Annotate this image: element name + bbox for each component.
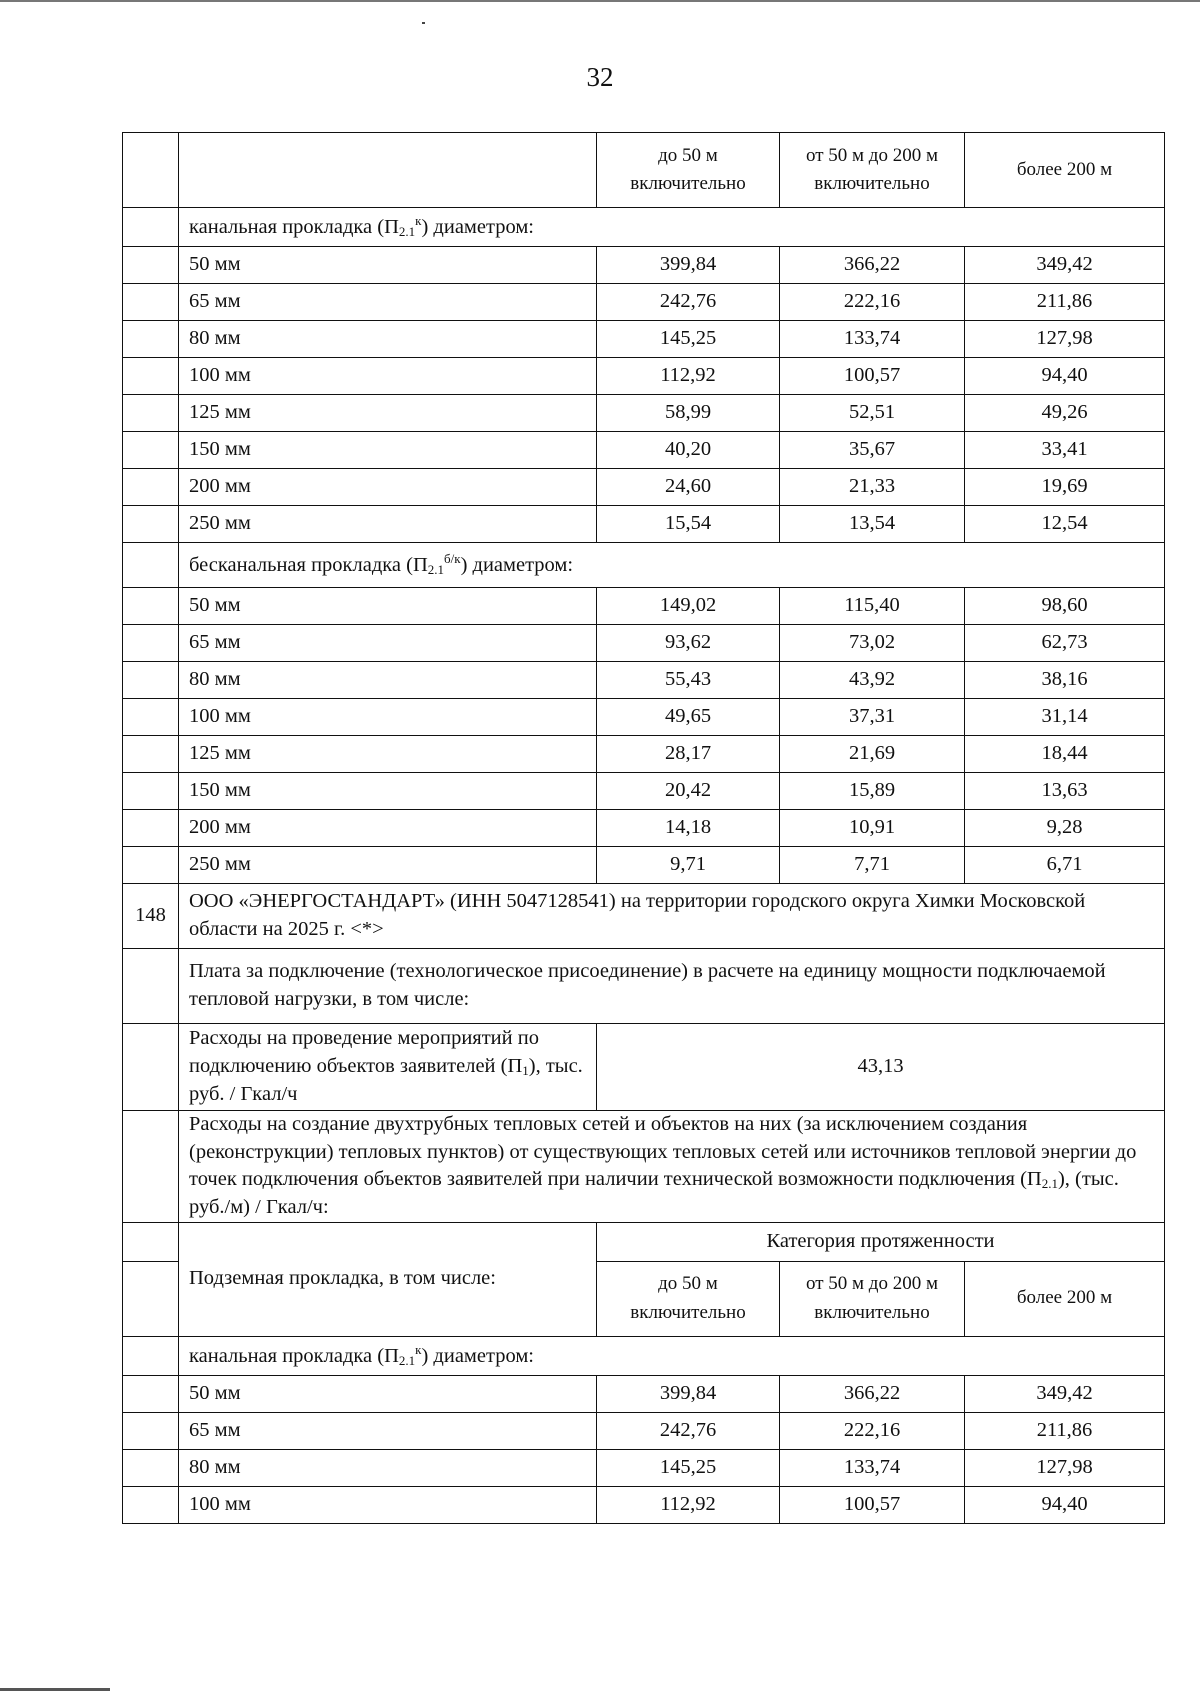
value-over-200: 19,69 [965,469,1165,506]
diameter-cell: 80 мм [179,321,597,358]
index-cell [123,588,179,625]
table-row [123,1449,1165,1486]
diameter-cell: 100 мм [179,358,597,395]
value-over-200: 211,86 [965,284,1165,321]
value-50-to-200: 115,40 [780,588,965,625]
value-50-to-200: 52,51 [780,395,965,432]
index-cell [123,358,179,395]
index-cell [123,1024,179,1111]
diameter-cell: 125 мм [179,395,597,432]
value-50-to-200: 133,74 [780,321,965,358]
index-cell [123,208,179,247]
scan-speck [422,22,425,24]
table-row [123,358,1165,395]
col-header-50-to-200: от 50 м до 200 м включительно [780,133,965,208]
table-row [123,773,1165,810]
value-up-to-50: 399,84 [597,247,780,284]
index-cell [123,1336,179,1375]
index-cell [123,1261,179,1336]
index-cell [123,321,179,358]
value-50-to-200: 222,16 [780,1412,965,1449]
value-over-200: 127,98 [965,321,1165,358]
value-up-to-50: 93,62 [597,625,780,662]
value-over-200: 9,28 [965,810,1165,847]
index-cell [123,1222,179,1261]
value-over-200: 12,54 [965,506,1165,543]
index-cell [123,773,179,810]
table-row [123,247,1165,284]
blank-header-cell [179,133,597,208]
entry-index: 148 [123,884,179,949]
value-up-to-50: 399,84 [597,1375,780,1412]
table-row [123,625,1165,662]
section-heading-row [123,208,1165,247]
value-up-to-50: 149,02 [597,588,780,625]
p1-value: 43,13 [597,1024,1165,1111]
value-up-to-50: 112,92 [597,358,780,395]
diameter-cell: 100 мм [179,699,597,736]
index-cell [123,432,179,469]
index-cell [123,543,179,588]
value-up-to-50: 14,18 [597,810,780,847]
table-row [123,847,1165,884]
diameter-cell: 50 мм [179,247,597,284]
value-over-200: 6,71 [965,847,1165,884]
index-cell [123,736,179,773]
nochannel-heading: бесканальная прокладка $(П_{2.1}^{б/к})$ диаметром: [179,543,1165,588]
table-row [123,588,1165,625]
value-50-to-200: 100,57 [780,1486,965,1523]
index-cell [123,949,179,1024]
value-50-to-200: 10,91 [780,810,965,847]
diameter-cell: 150 мм [179,773,597,810]
table-row [123,736,1165,773]
value-up-to-50: 112,92 [597,1486,780,1523]
table-row [123,1412,1165,1449]
value-50-to-200: 366,22 [780,247,965,284]
value-up-to-50: 40,20 [597,432,780,469]
index-cell [123,662,179,699]
value-up-to-50: 58,99 [597,395,780,432]
underground-label: Подземная прокладка, в том числе: [179,1222,597,1336]
value-up-to-50: 145,25 [597,321,780,358]
table-row [123,321,1165,358]
p1-row [123,1024,1165,1111]
value-up-to-50: 15,54 [597,506,780,543]
diameter-cell: 150 мм [179,432,597,469]
value-50-to-200: 222,16 [780,284,965,321]
diameter-cell: 65 мм [179,1412,597,1449]
diameter-cell: 50 мм [179,588,597,625]
index-cell [123,247,179,284]
scan-top-edge [0,0,1200,2]
table-row [123,506,1165,543]
value-over-200: 94,40 [965,358,1165,395]
value-50-to-200: 366,22 [780,1375,965,1412]
page-number: 32 [586,62,614,92]
value-over-200: 349,42 [965,1375,1165,1412]
value-over-200: 62,73 [965,625,1165,662]
col-header-over-200: более 200 м [965,1261,1165,1336]
diameter-cell: 200 мм [179,810,597,847]
table-row [123,662,1165,699]
diameter-cell: 50 мм [179,1375,597,1412]
value-over-200: 211,86 [965,1412,1165,1449]
diameter-cell: 65 мм [179,625,597,662]
col-header-up-to-50: до 50 м включительно [597,133,780,208]
index-cell [123,1111,179,1223]
value-over-200: 33,41 [965,432,1165,469]
value-up-to-50: 20,42 [597,773,780,810]
index-cell [123,506,179,543]
index-cell [123,625,179,662]
value-up-to-50: 242,76 [597,1412,780,1449]
table-row [123,284,1165,321]
diameter-cell: 250 мм [179,506,597,543]
table-row [123,1375,1165,1412]
scan-bottom-edge [0,1688,110,1691]
channel-heading: канальная прокладка $(П_{2.1}^к)$ диаметром: [179,208,1165,247]
index-cell [123,133,179,208]
table-row [123,395,1165,432]
org-row [123,884,1165,949]
diameter-cell: 100 мм [179,1486,597,1523]
index-cell [123,847,179,884]
column-header-row [123,133,1165,208]
value-up-to-50: 24,60 [597,469,780,506]
value-up-to-50: 9,71 [597,847,780,884]
value-50-to-200: 21,33 [780,469,965,506]
diameter-cell: 80 мм [179,1449,597,1486]
value-over-200: 13,63 [965,773,1165,810]
value-50-to-200: 21,69 [780,736,965,773]
value-over-200: 127,98 [965,1449,1165,1486]
value-50-to-200: 35,67 [780,432,965,469]
index-cell [123,1486,179,1523]
section-heading-row [123,543,1165,588]
category-label: Категория протяженности [597,1222,1165,1261]
col-header-50-to-200: от 50 м до 200 м включительно [780,1261,965,1336]
table-row [123,432,1165,469]
diameter-cell: 80 мм [179,662,597,699]
index-cell [123,395,179,432]
col-header-over-200: более 200 м [965,133,1165,208]
org-title: ООО «ЭНЕРГОСТАНДАРТ» (ИНН 5047128541) на территории городского округа Химки Московской области на 2025 г. <*> [179,884,1165,949]
fee-intro-row [123,949,1165,1024]
category-header-row [123,1222,1165,1261]
section-heading-row [123,1336,1165,1375]
value-over-200: 49,26 [965,395,1165,432]
diameter-cell: 125 мм [179,736,597,773]
index-cell [123,1449,179,1486]
tariff-table [122,132,1165,1524]
value-over-200: 349,42 [965,247,1165,284]
p21-description: Расходы на создание двухтрубных тепловых сетей и объектов на них (за исключением создания (реконструкции) тепловых пунктов) от существующих тепловых сетей или источников тепловой энергии до точек подключения объектов заявителей при наличии технической возможности подключения $(П_{2.1})$, (тыс. руб./м) / Гкал/ч: [179,1111,1165,1223]
diameter-cell: 65 мм [179,284,597,321]
value-up-to-50: 49,65 [597,699,780,736]
value-up-to-50: 28,17 [597,736,780,773]
value-50-to-200: 7,71 [780,847,965,884]
table-row [123,1486,1165,1523]
value-50-to-200: 15,89 [780,773,965,810]
value-50-to-200: 133,74 [780,1449,965,1486]
col-header-up-to-50: до 50 м включительно [597,1261,780,1336]
index-cell [123,699,179,736]
value-over-200: 98,60 [965,588,1165,625]
diameter-cell: 250 мм [179,847,597,884]
value-up-to-50: 145,25 [597,1449,780,1486]
value-up-to-50: 55,43 [597,662,780,699]
p21-row [123,1111,1165,1223]
value-50-to-200: 73,02 [780,625,965,662]
value-50-to-200: 13,54 [780,506,965,543]
value-over-200: 31,14 [965,699,1165,736]
p1-label: Расходы на проведение мероприятий по подключению объектов заявителей $(П_1)$, тыс. руб. / Гкал/ч [179,1024,597,1111]
index-cell [123,469,179,506]
index-cell [123,1412,179,1449]
fee-intro: Плата за подключение (технологическое присоединение) в расчете на единицу мощности подключаемой тепловой нагрузки, в том числе: [179,949,1165,1024]
value-50-to-200: 43,92 [780,662,965,699]
value-over-200: 38,16 [965,662,1165,699]
value-50-to-200: 37,31 [780,699,965,736]
value-50-to-200: 100,57 [780,358,965,395]
table-row [123,810,1165,847]
value-over-200: 18,44 [965,736,1165,773]
table-row [123,699,1165,736]
value-over-200: 94,40 [965,1486,1165,1523]
index-cell [123,1375,179,1412]
channel-heading: канальная прокладка $(П_{2.1}^к)$ диаметром: [179,1336,1165,1375]
value-up-to-50: 242,76 [597,284,780,321]
table-row [123,469,1165,506]
index-cell [123,810,179,847]
index-cell [123,284,179,321]
diameter-cell: 200 мм [179,469,597,506]
